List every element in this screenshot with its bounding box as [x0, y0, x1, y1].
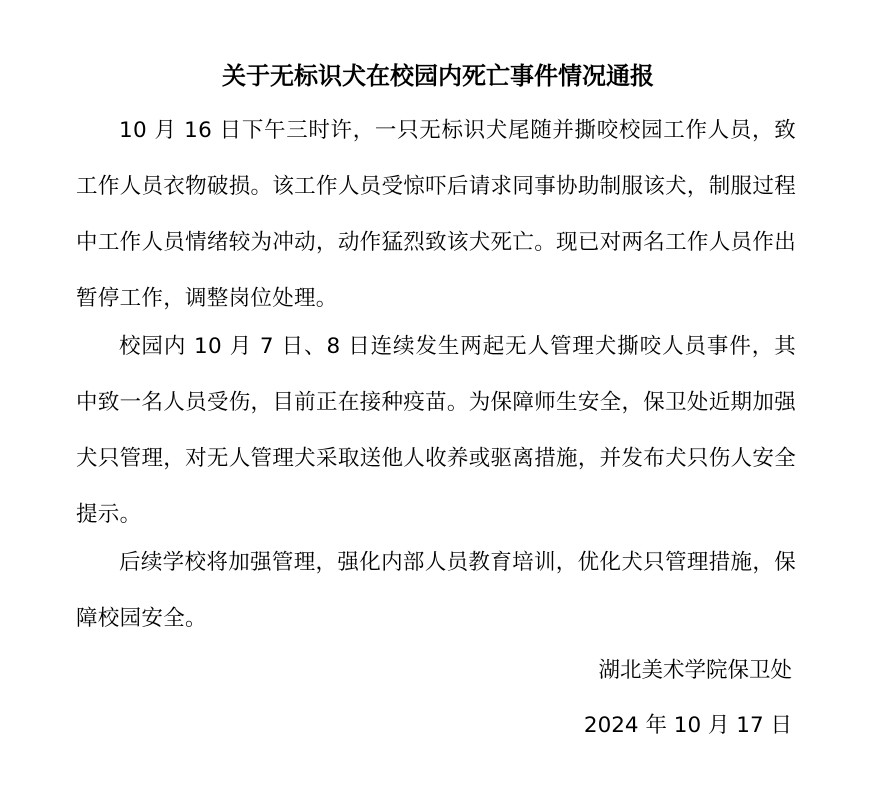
- paragraph-followup: 后续学校将加强管理，强化内部人员教育培训，优化犬只管理措施，保障校园安全。: [76, 550, 796, 631]
- notice-title: 关于无标识犬在校园内死亡事件情况通报: [222, 62, 654, 90]
- signature-organization: 湖北美术学院保卫处: [598, 658, 792, 683]
- paragraph-background: 校园内 10 月 7 日、8 日连续发生两起无人管理犬撕咬人员事件，其中致一名人员受伤，目前正在接种疫苗。为保障师生安全，保卫处近期加强犬只管理，对无人管理犬采取送他人收养或驱离措施，并发布犬只伤人安全提示。: [76, 334, 796, 527]
- paragraph-incident: 10 月 16 日下午三时许，一只无标识犬尾随并撕咬校园工作人员，致工作人员衣物破损。该工作人员受惊吓后请求同事协助制服该犬，制服过程中工作人员情绪较为冲动，动作猛烈致该犬死亡。现已对两名工作人员作出暂停工作，调整岗位处理。: [76, 118, 796, 311]
- signature-date: 2024 年 10 月 17 日: [583, 713, 792, 738]
